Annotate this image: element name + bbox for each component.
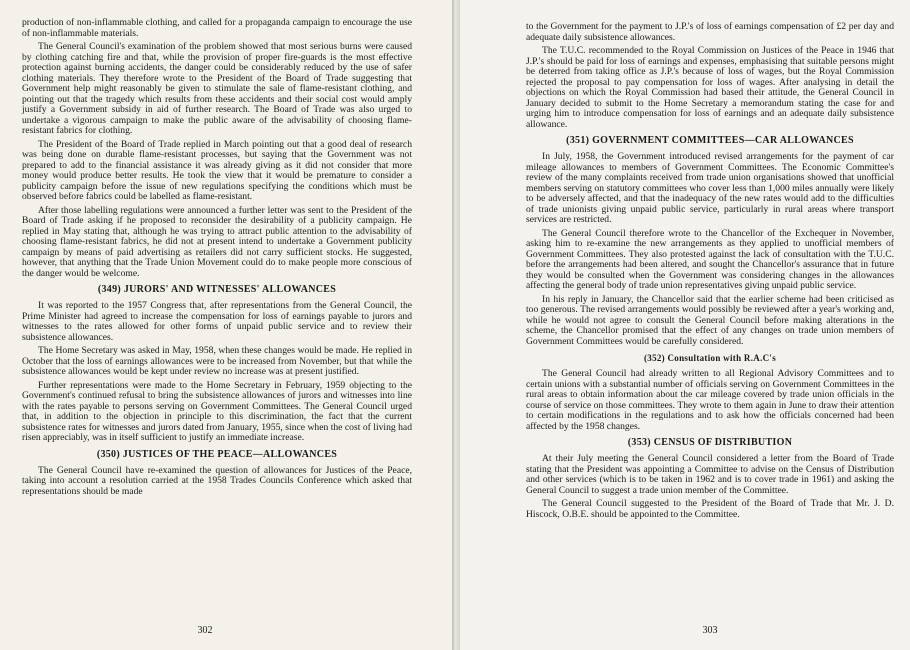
page-number-right: 303 (702, 625, 718, 636)
left-top-section (22, 18, 412, 279)
paragraph: The President of the Board of Trade replied in March pointing out that a good deal of research was being done on durable flame-resistant processes, but saying that the Government was not prepared to add to the financial assistance it was already giving as it did not consider that more money would produce better results. He took the view that it would be premature to consider a publicity campaign before the issue of new regulations specifying the conditions which must be observed before fabrics could be labelled as flame-resistant. (22, 138, 412, 202)
right-page (460, 0, 910, 650)
paragraph: to the Government for the payment to J.P.'s of loss of earnings compensation of £2 per day and adequate daily subsistence allowances. (526, 21, 894, 43)
section-heading-353: (353) CENSUS OF DISTRIBUTION (627, 437, 793, 448)
section-heading-350: (350) JUSTICES OF THE PEACE—ALLOWANCES (96, 448, 338, 460)
paragraph: After those labelling regulations were announced a further letter was sent to the President of the Board of Trade asking if he proposed to reconsider the desirability of a publicity campaign. He replied in May stating that, although he was trying to attract public attention to the advisability of choosing flame-resistant fabrics, he did not at present intend to undertake a Government publicity campaign by means of paid advertising as retailers did not carry sufficient stocks. He suggested, however, that anything that the Trade Union Movement could do to make people more conscious of the danger would be welcome. (22, 204, 412, 279)
paragraph: The General Council therefore wrote to the Chancellor of the Exchequer in November, asking him to re-examine the new arrangements as they applied to unofficial members of Government Committees. They also protested against the lack of consultation with the T.U.C. before the arrangements had been altered, and sought the Chancellor's assurance that in future they would be consulted when the Government was considering changes in the allowances affecting the general body of trade union representatives giving unpaid public service. (526, 227, 894, 291)
book-gutter (452, 0, 460, 650)
paragraph: production of non-inflammable clothing, and called for a propaganda campaign to encourage the use of non-inflammable materials. (22, 17, 412, 39)
paragraph: It was reported to the 1957 Congress that, after representations from the General Council, the Prime Minister had agreed to increase the compensation for loss of earnings payable to jurors and witnesses to the rates allowed for other forms of unpaid public service and to review their subsistence allowances. (22, 300, 412, 343)
paragraph: The T.U.C. recommended to the Royal Commission on Justices of the Peace in 1946 that J.P.'s should be paid for loss of earnings and expenses, emphasising that suitable persons might be deterred from taking office as J.P.'s because of loss of wages, but the Royal Commission rejected the proposal to pay compensation for loss of wages. After analysing in detail the objections on which the Royal Commission had based their attitude, the General Council in January decided to submit to the Home Secretary a memorandum stating the case for and urging him to introduce compensation for loss of earnings and an adequate daily subsistence allowance. (526, 45, 894, 130)
page-number-left: 302 (197, 625, 213, 636)
paragraph: The Home Secretary was asked in May, 1958, when these changes would be made. He replied in October that the loss of earnings allowances were to be increased from November, but that while the subsistence allowances would be kept under review no increase was at present justified. (22, 345, 412, 377)
left-page (0, 0, 452, 650)
section-heading-349: (349) JURORS' AND WITNESSES' ALLOWANCES (97, 284, 337, 295)
paragraph: The General Council had already written to all Regional Advisory Committees and to certain unions with a substantial number of officials serving on Government Committees in the rural areas to obtain information about the car mileage covered by trade union officials in the course of service on those committees. They wrote to them again in June to draw their attention to certain modifications in the regulations and to ask how the officials concerned had been affected by the 1958 changes. (526, 368, 894, 432)
section-heading-352: (352) Consultation with R.A.C's (643, 353, 777, 363)
paragraph: The General Council's examination of the problem showed that most serious burns were caused by clothing catching fire and that, while the provision of proper fire-guards is the most effective protection against burning accidents, the danger could be considerably reduced by the use of safer clothing materials. They therefore wrote to the President of the Board of Trade suggesting that Government help might reasonably be given to stimulate the sale of flame-resistant clothing, and pointing out that the tragedy which results from these accidents and their social cost would amply justify a Government subsidy in aid of further research. The Board of Trade was also urged to undertake a vigorous campaign to make the public aware of the advisability of choosing flame-resistant fabrics for clothing. (22, 41, 412, 136)
paragraph: At their July meeting the General Council considered a letter from the Board of Trade stating that the President was appointing a Committee to advise on the Census of Distribution and other services (which is to be taken in 1962 and is to cover trade in 1961) and asking the General Council to suggest a trade union member of the Committee. (526, 453, 894, 496)
paragraph: In July, 1958, the Government introduced revised arrangements for the payment of car mileage allowances to members of Government Committees. The Economic Committee's review of the many complaints received from trade union organisations showed that unofficial members serving on statutory committees who cover less than 1,000 miles annually were likely to be adversely affected, and that the inadequacy of the new rates would add to the difficulties of trade unionists giving unpaid public service, particularly in rural areas where transport services are restricted. (526, 151, 894, 225)
paragraph: Further representations were made to the Home Secretary in February, 1959 objecting to the Government's continued refusal to bring the subsistence allowances of jurors and witnesses into line with the rates payable to persons serving on Government Committees. The General Council urged that, in addition to the objection in principle to this discrimination, the fact that the current subsistence rates for witnesses and jurors dated from January, 1955, since when the cost of living had risen appreciably, was in itself sufficient to justify an immediate increase. (22, 379, 412, 443)
section-heading-351: (351) GOVERNMENT COMMITTEES—CAR ALLOWANCES (566, 135, 854, 146)
paragraph: The General Council suggested to the President of the Board of Trade that Mr. J. D. Hiscock, O.B.E. should be appointed to the Committee. (526, 498, 894, 520)
paragraph: In his reply in January, the Chancellor said that the earlier scheme had been criticised as too generous. The revised arrangements would possibly be reviewed after a year's working and, while he would not agree to consult the General Council before making alterations in the scheme, the Chancellor promised that the effect of any changes on trade union members of Government Committees would be carefully considered. (526, 293, 894, 347)
paragraph: The General Council have re-examined the question of allowances for Justices of the Peace, taking into account a resolution carried at the 1958 Trades Councils Conference which asked that representations should be made (22, 464, 412, 497)
